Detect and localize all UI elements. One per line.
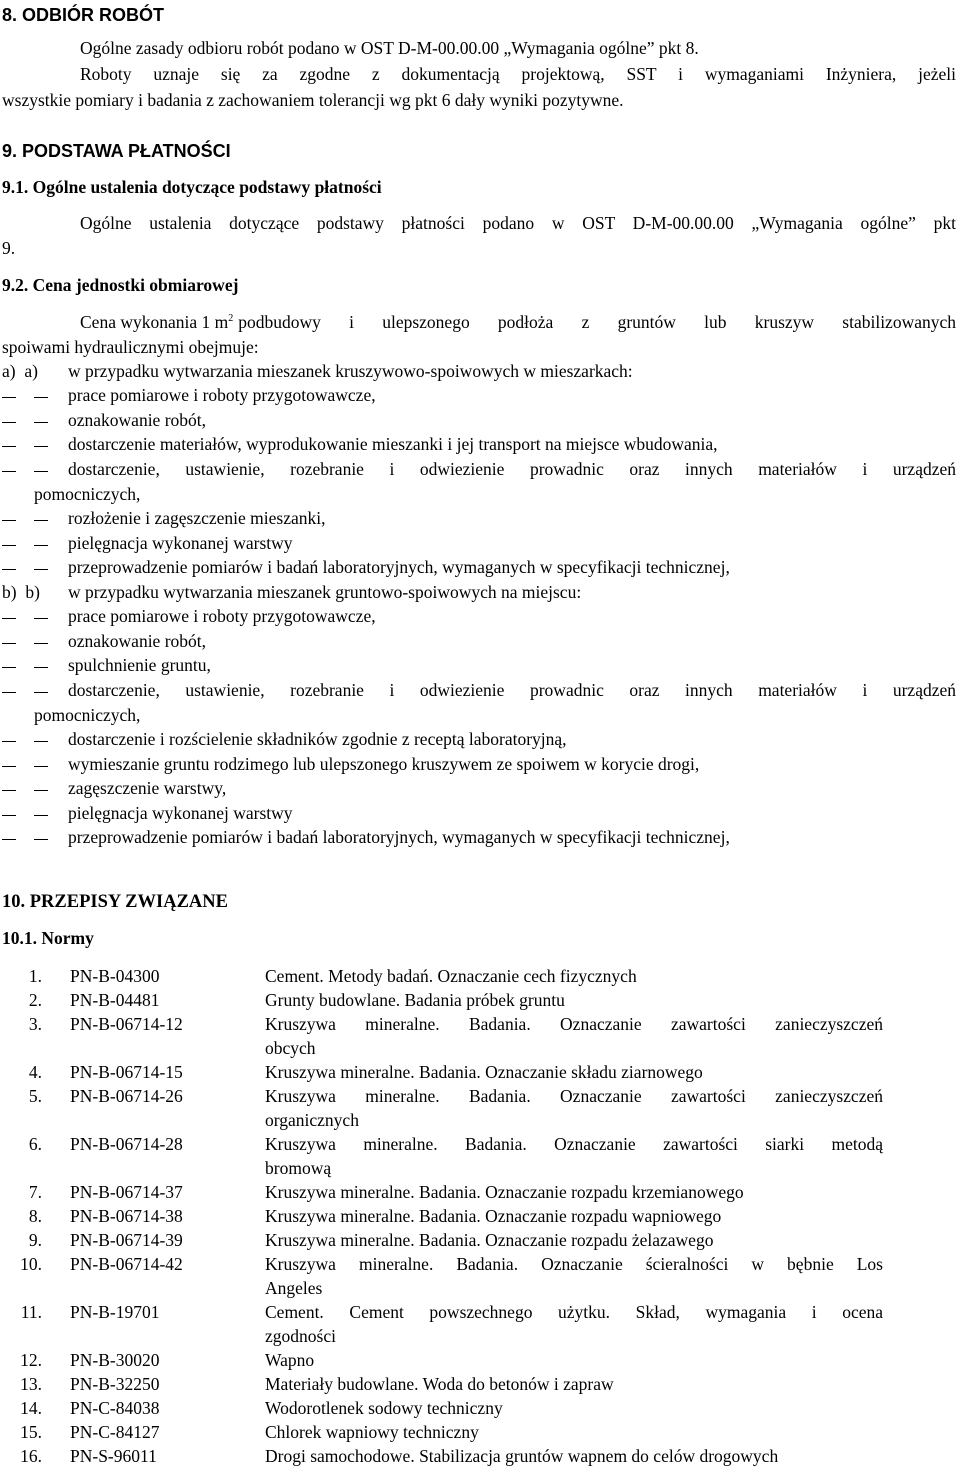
norm-number: 13.: [20, 1374, 42, 1394]
norm-description: [265, 1444, 883, 1468]
norm-description: [265, 1252, 883, 1300]
norm-number: 15.: [20, 1422, 42, 1442]
section-9-1-text-line-1: Ogólne ustalenia dotyczące podstawy płatności podano w OST D-M-00.00.00 „Wymagania ogólne” pkt: [80, 213, 956, 233]
table-row: [0, 1132, 883, 1180]
dash-icon: [34, 667, 48, 668]
norm-description: [265, 1132, 883, 1180]
table-row: [0, 964, 883, 988]
dash-icon: [2, 741, 16, 742]
norm-number: 12.: [20, 1350, 42, 1370]
norm-description: [265, 1300, 883, 1348]
list-item: dostarczenie i rozścielenie składników zgodnie z receptą laboratoryjną,: [68, 729, 567, 749]
dash-icon: [34, 643, 48, 644]
norm-description-line: Kruszywa mineralne. Badania. Oznaczanie rozpadu krzemianowego: [265, 1182, 744, 1202]
norm-code: PN-B-06714-39: [70, 1230, 183, 1250]
norm-description-line: Kruszywa mineralne. Badania. Oznaczanie rozpadu żelazawego: [265, 1230, 714, 1250]
table-row: [0, 1348, 883, 1372]
norm-description-line: zgodności: [265, 1326, 336, 1346]
section-9-2-text-line-2: spoiwami hydraulicznymi obejmuje:: [2, 337, 259, 357]
norm-code: PN-B-32250: [70, 1374, 160, 1394]
norm-number: 14.: [20, 1398, 42, 1418]
list-a-label: a) a): [2, 361, 38, 381]
norm-description: [265, 988, 883, 1012]
dash-icon: [2, 545, 16, 546]
section-8-paragraph-2-line-1: Roboty uznaje się za zgodne z dokumentacją projektową, SST i wymaganiami Inżyniera, jeżeli: [80, 64, 956, 84]
norm-description-line: Kruszywa mineralne. Badania. Oznaczanie zawartości zanieczyszczeń: [265, 1014, 883, 1034]
norm-number: 5.: [28, 1086, 42, 1106]
dash-icon: [2, 471, 16, 472]
dash-icon: [34, 839, 48, 840]
norm-description-line: organicznych: [265, 1110, 359, 1130]
norm-description: [265, 1012, 883, 1060]
norm-description: [265, 1084, 883, 1132]
list-item: prace pomiarowe i roboty przygotowawcze,: [68, 385, 376, 405]
list-item: prace pomiarowe i roboty przygotowawcze,: [68, 606, 376, 626]
dash-icon: [2, 569, 16, 570]
dash-icon: [2, 643, 16, 644]
norm-description-line: Wapno: [265, 1350, 315, 1370]
list-item: dostarczenie, ustawienie, rozebranie i odwiezienie prowadnic oraz innych materiałów i urządzeń: [68, 680, 956, 700]
norm-code: PN-B-06714-28: [70, 1134, 183, 1154]
norm-number: 11.: [20, 1302, 42, 1322]
norm-number: 3.: [28, 1014, 42, 1034]
dash-icon: [2, 766, 16, 767]
norm-code: PN-B-06714-12: [70, 1014, 183, 1034]
section-10-heading: 10. PRZEPISY ZWIĄZANE: [2, 892, 228, 912]
list-item: przeprowadzenie pomiarów i badań laboratoryjnych, wymaganych w specyfikacji technicznej,: [68, 557, 730, 577]
list-item: pielęgnacja wykonanej warstwy: [68, 803, 293, 823]
table-row: [0, 1252, 883, 1300]
norm-description-line: Chlorek wapniowy techniczny: [265, 1422, 479, 1442]
dash-icon: [34, 545, 48, 546]
section-8-heading: 8. ODBIÓR ROBÓT: [2, 5, 165, 25]
dash-icon: [2, 422, 16, 423]
dash-icon: [2, 667, 16, 668]
dash-icon: [34, 741, 48, 742]
dash-icon: [34, 815, 48, 816]
list-item: dostarczenie, ustawienie, rozebranie i odwiezienie prowadnic oraz innych materiałów i urządzeń: [68, 459, 956, 479]
norm-description-line: Cement. Cement powszechnego użytku. Skład, wymagania i ocena: [265, 1302, 883, 1322]
dash-icon: [2, 520, 16, 521]
norm-description: [265, 1420, 883, 1444]
norm-number: 8.: [28, 1206, 42, 1226]
list-item: pielęgnacja wykonanej warstwy: [68, 533, 293, 553]
norm-code: PN-B-06714-42: [70, 1254, 183, 1274]
list-item-continuation: pomocniczych,: [34, 484, 141, 504]
section-9-heading: 9. PODSTAWA PŁATNOŚCI: [2, 141, 231, 161]
norm-code: PN-C-84038: [70, 1398, 160, 1418]
dash-icon: [34, 471, 48, 472]
unit-price-intro-cont: podbudowy i ulepszonego podłoża z gruntów lub kruszyw stabilizowanych: [238, 312, 956, 332]
table-row: [0, 1060, 883, 1084]
norm-description: [265, 964, 883, 988]
table-row: [0, 1180, 883, 1204]
norm-number: 4.: [28, 1062, 42, 1082]
list-item: przeprowadzenie pomiarów i badań laboratoryjnych, wymaganych w specyfikacji technicznej,: [68, 827, 730, 847]
norm-number: 2.: [28, 990, 42, 1010]
table-row: [0, 1228, 883, 1252]
section-9-2-text-line-1: [80, 314, 956, 332]
norm-description-line: Drogi samochodowe. Stabilizacja gruntów wapnem do celów drogowych: [265, 1446, 779, 1466]
norm-number: 6.: [28, 1134, 42, 1154]
dash-icon: [34, 618, 48, 619]
dash-icon: [34, 397, 48, 398]
list-b-label: b) b): [2, 582, 40, 602]
norm-description-line: Kruszywa mineralne. Badania. Oznaczanie składu ziarnowego: [265, 1062, 703, 1082]
table-row: [0, 1300, 883, 1348]
norm-description-line: Cement. Metody badań. Oznaczanie cech fizycznych: [265, 966, 637, 986]
norm-description-line: Kruszywa mineralne. Badania. Oznaczanie zawartości zanieczyszczeń: [265, 1086, 883, 1106]
section-10-1-heading: 10.1. Normy: [2, 928, 94, 948]
norm-description: [265, 1348, 883, 1372]
norm-code: PN-B-19701: [70, 1302, 160, 1322]
dash-icon: [34, 569, 48, 570]
norms-table: [0, 964, 883, 1468]
table-row: [0, 1444, 883, 1468]
norm-number: 9.: [28, 1230, 42, 1250]
norm-code: PN-B-06714-38: [70, 1206, 183, 1226]
section-8-paragraph-2-line-2: wszystkie pomiary i badania z zachowaniem tolerancji wg pkt 6 dały wyniki pozytywne.: [2, 90, 624, 110]
list-item-continuation: pomocniczych,: [34, 705, 141, 725]
table-row: [0, 1396, 883, 1420]
dash-icon: [2, 692, 16, 693]
list-item: wymieszanie gruntu rodzimego lub ulepszonego kruszywem ze spoiwem w korycie drogi,: [68, 754, 700, 774]
dash-icon: [34, 790, 48, 791]
norm-code: PN-B-04481: [70, 990, 160, 1010]
norm-code: PN-B-04300: [70, 966, 160, 986]
norm-description-line: Kruszywa mineralne. Badania. Oznaczanie rozpadu wapniowego: [265, 1206, 722, 1226]
table-row: [0, 1012, 883, 1060]
dash-icon: [34, 766, 48, 767]
dash-icon: [2, 839, 16, 840]
norm-description: [265, 1180, 883, 1204]
norm-description: [265, 1060, 883, 1084]
dash-icon: [2, 790, 16, 791]
list-item: spulchnienie gruntu,: [68, 655, 211, 675]
norm-description: [265, 1372, 883, 1396]
table-row: [0, 1204, 883, 1228]
norm-code: PN-B-06714-37: [70, 1182, 183, 1202]
norm-description-line: Materiały budowlane. Woda do betonów i zapraw: [265, 1374, 614, 1394]
table-row: [0, 988, 883, 1012]
norm-description: [265, 1228, 883, 1252]
dash-icon: [2, 815, 16, 816]
dash-icon: [2, 446, 16, 447]
norm-description-line: bromową: [265, 1158, 332, 1178]
norm-code: PN-S-96011: [70, 1446, 157, 1466]
norm-description: [265, 1204, 883, 1228]
dash-icon: [34, 422, 48, 423]
table-row: [0, 1084, 883, 1132]
section-9-1-text-line-2: 9.: [2, 238, 16, 258]
section-8-paragraph-1: Ogólne zasady odbioru robót podano w OST D-M-00.00.00 „Wymagania ogólne” pkt 8.: [80, 38, 699, 58]
norm-number: 7.: [28, 1182, 42, 1202]
section-9-2-heading: 9.2. Cena jednostki obmiarowej: [2, 275, 239, 295]
list-item: dostarczenie materiałów, wyprodukowanie mieszanki i jej transport na miejsce wbudowania,: [68, 434, 718, 454]
norm-code: PN-B-30020: [70, 1350, 160, 1370]
list-item: rozłożenie i zagęszczenie mieszanki,: [68, 508, 326, 528]
section-9-1-heading: 9.1. Ogólne ustalenia dotyczące podstawy płatności: [2, 177, 382, 197]
list-item: zagęszczenie warstwy,: [68, 778, 227, 798]
dash-icon: [2, 618, 16, 619]
dash-icon: [34, 692, 48, 693]
norm-number: 16.: [20, 1446, 42, 1466]
norm-number: 1.: [28, 966, 42, 986]
list-item: oznakowanie robót,: [68, 410, 207, 430]
norm-description-line: Kruszywa mineralne. Badania. Oznaczanie ścieralności w bębnie Los: [265, 1254, 883, 1274]
list-item: oznakowanie robót,: [68, 631, 207, 651]
list-a-heading: w przypadku wytwarzania mieszanek kruszywowo-spoiwowych w mieszarkach:: [68, 361, 633, 381]
dash-icon: [34, 446, 48, 447]
norm-description-line: obcych: [265, 1038, 316, 1058]
norm-description-line: Grunty budowlane. Badania próbek gruntu: [265, 990, 565, 1010]
norm-code: PN-B-06714-15: [70, 1062, 183, 1082]
norm-code: PN-B-06714-26: [70, 1086, 183, 1106]
dash-icon: [34, 520, 48, 521]
norm-description: [265, 1396, 883, 1420]
norm-code: PN-C-84127: [70, 1422, 160, 1442]
unit-price-intro: Cena wykonania 1 $m^2$: [80, 312, 234, 332]
norm-description-line: Wodorotlenek sodowy techniczny: [265, 1398, 503, 1418]
norms-table-body: [0, 964, 883, 1468]
norm-description-line: Kruszywa mineralne. Badania. Oznaczanie zawartości siarki metodą: [265, 1134, 883, 1154]
table-row: [0, 1420, 883, 1444]
norm-description-line: Angeles: [265, 1278, 323, 1298]
table-row: [0, 1372, 883, 1396]
dash-icon: [2, 397, 16, 398]
norm-number: 10.: [20, 1254, 42, 1274]
list-b-heading: w przypadku wytwarzania mieszanek gruntowo-spoiwowych na miejscu:: [68, 582, 582, 602]
